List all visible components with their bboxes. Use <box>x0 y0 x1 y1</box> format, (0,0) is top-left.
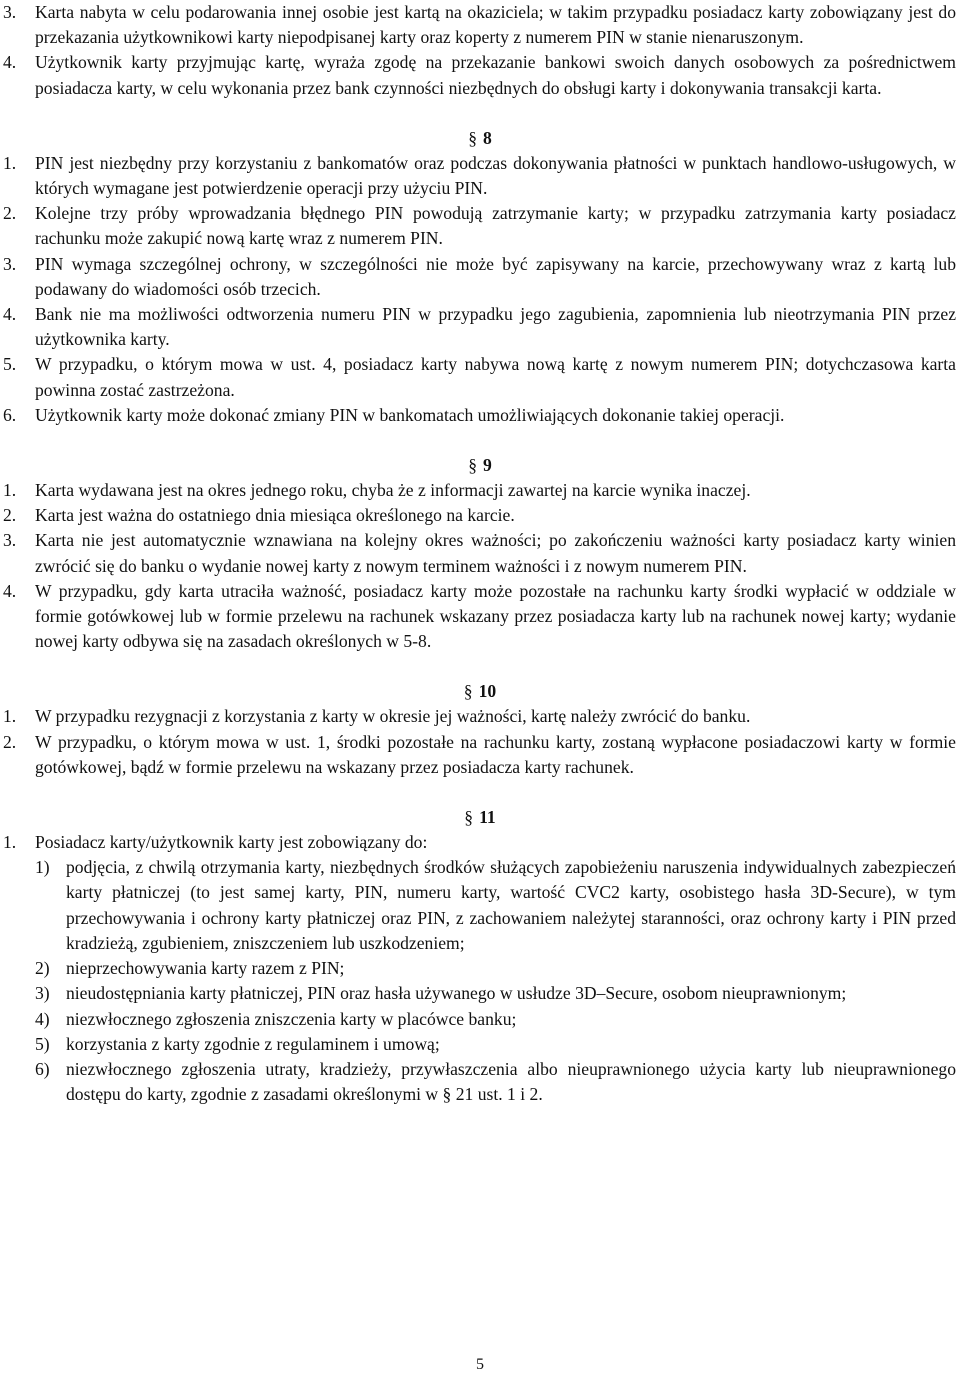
section-symbol: § <box>463 681 473 702</box>
section-number: 8 <box>483 127 492 148</box>
item-text: PIN jest niezbędny przy korzystaniu z bankomatów oraz podczas dokonywania płatności w punktach handlowo-usługowych, w których wymagane jest potwierdzenie operacji przy użyciu PIN. <box>35 152 956 199</box>
item-number: 1) <box>35 857 50 878</box>
paragraph <box>0 302 960 352</box>
section-symbol: § <box>464 807 474 828</box>
item-number: 5. <box>3 354 17 375</box>
paragraph <box>0 579 960 655</box>
section-number: 11 <box>479 807 496 828</box>
item-text: W przypadku, gdy karta utraciła ważność, posiadacz karty może pozostałe na rachunku karty środki wypłacić w oddziale w formie gotówkowej lub w formie przelewu na rachunek wskazany przez posiadacza karty lub na rachunek nowej karty; wydanie nowej karty odbywa się na zasadach określonych w 5-8. <box>35 580 956 652</box>
item-number: 3. <box>3 2 17 22</box>
item-text: nieudostępniania karty płatniczej, PIN oraz hasła używanego w usłudze 3D–Secure, osobom nieuprawnionym; <box>66 983 847 1004</box>
item-text: Karta wydawana jest na okres jednego roku, chyba że z informacji zawartej na karcie wynika inaczej. <box>35 480 751 501</box>
item-text: nieprzechowywania karty razem z PIN; <box>66 958 345 979</box>
list-item <box>0 1057 960 1107</box>
item-number: 4. <box>3 580 17 601</box>
item-text: Użytkownik karty może dokonać zmiany PIN w bankomatach umożliwiających dokonanie takiej operacji. <box>35 404 785 425</box>
item-text: Karta nabyta w celu podarowania innej osobie jest kartą na okaziciela; w takim przypadku posiadacz karty zobowiązany jest do przekazania użytkownikowi karty niepodpisanej karty oraz koperty z numerem PIN w stanie nienaruszonym. <box>35 2 956 48</box>
item-text: niezwłocznego zgłoszenia zniszczenia karty w placówce banku; <box>66 1008 517 1029</box>
item-text: Karta jest ważna do ostatniego dnia miesiąca określonego na karcie. <box>35 505 515 526</box>
item-number: 1. <box>3 152 17 173</box>
spacer <box>0 654 960 679</box>
item-text: korzystania z karty zgodnie z regulaminem i umową; <box>66 1033 440 1054</box>
item-number: 4. <box>3 304 17 325</box>
item-number: 6) <box>35 1058 50 1079</box>
paragraph <box>0 0 960 50</box>
item-number: 1. <box>3 480 17 501</box>
list-item <box>0 956 960 981</box>
paragraph <box>0 252 960 302</box>
paragraph <box>0 528 960 578</box>
item-number: 2. <box>3 203 17 224</box>
section-heading <box>0 453 960 478</box>
paragraph <box>0 403 960 428</box>
item-text: Karta nie jest automatycznie wznawiana na kolejny okres ważności; po zakończeniu ważności karty posiadacz karty winien zwrócić się do banku o wydanie nowej karty z nowym terminem ważności i z nowym numerem PIN. <box>35 530 956 576</box>
item-number: 3. <box>3 530 17 551</box>
spacer <box>0 101 960 126</box>
list-item <box>0 981 960 1006</box>
item-number: 3. <box>3 253 17 274</box>
section-symbol: § <box>468 455 477 476</box>
spacer <box>0 428 960 453</box>
item-text: Posiadacz karty/użytkownik karty jest zobowiązany do: <box>35 832 428 853</box>
list-item <box>0 855 960 956</box>
page-number: 5 <box>476 1356 484 1373</box>
paragraph <box>0 730 960 780</box>
paragraph <box>0 704 960 729</box>
section-symbol: § <box>468 127 477 148</box>
item-number: 4) <box>35 1008 50 1029</box>
spacer <box>0 780 960 805</box>
item-text: PIN wymaga szczególnej ochrony, w szczególności nie może być zapisywany na karcie, przechowywany wraz z kartą lub podawany do wiadomości osób trzecich. <box>35 253 956 299</box>
paragraph <box>0 151 960 201</box>
item-number: 3) <box>35 983 50 1004</box>
section-heading <box>0 805 960 830</box>
paragraph <box>0 503 960 528</box>
list-item <box>0 1007 960 1032</box>
item-number: 1. <box>3 832 17 853</box>
item-text: Kolejne trzy próby wprowadzania błędnego PIN powodują zatrzymanie karty; w przypadku zatrzymania karty posiadacz rachunku może zakupić nową kartę wraz z numerem PIN. <box>35 203 956 249</box>
section-number: 9 <box>483 455 492 476</box>
paragraph <box>0 50 960 100</box>
item-text: W przypadku, o którym mowa w ust. 1, środki pozostałe na rachunku karty, zostaną wypłacone posiadaczowi karty w formie gotówkowej, bądź w formie przelewu na wskazany przez posiadacza karty rachunek. <box>35 731 956 777</box>
item-number: 5) <box>35 1033 50 1054</box>
paragraph <box>0 201 960 251</box>
item-number: 6. <box>3 404 17 425</box>
section-heading <box>0 679 960 704</box>
item-text: Bank nie ma możliwości odtworzenia numeru PIN w przypadku jego zagubienia, zapomnienia lub nieotrzymania PIN przez użytkownika karty. <box>35 304 956 350</box>
item-number: 1. <box>3 706 17 727</box>
item-number: 2) <box>35 958 50 979</box>
item-number: 2. <box>3 505 17 526</box>
paragraph <box>0 478 960 503</box>
item-number: 4. <box>3 52 17 73</box>
list-item <box>0 1032 960 1057</box>
item-text: Użytkownik karty przyjmując kartę, wyraża zgodę na przekazanie bankowi swoich danych osobowych za pośrednictwem posiadacza karty, w celu wykonania przez bank czynności niezbędnych do obsługi karty i dokonywania transakcji karta. <box>35 52 956 98</box>
item-text: niezwłocznego zgłoszenia utraty, kradzieży, przywłaszczenia albo nieuprawnionego użycia karty lub nieuprawnionego dostępu do karty, zgodnie z zasadami określonymi w § 21 ust. 1 i 2. <box>66 1058 956 1105</box>
section-number: 10 <box>478 681 497 702</box>
section-heading <box>0 126 960 151</box>
item-text: podjęcia, z chwilą otrzymania karty, niezbędnych środków służących zapobieżeniu naruszenia indywidualnych zabezpieczeń karty płatniczej (to jest samej karty, PIN, numeru karty, wartość CVC2 karty, osobistego hasła 3D-Secure), w tym przechowywania i ochrony karty płatniczej oraz PIN, z zachowaniem należytej staranności, oraz ochrony karty i PIN przed kradzieżą, zgubieniem, zniszczeniem lub uszkodzeniem; <box>66 857 956 953</box>
item-number: 2. <box>3 731 17 752</box>
paragraph <box>0 352 960 402</box>
paragraph <box>0 830 960 855</box>
item-text: W przypadku rezygnacji z korzystania z karty w okresie jej ważności, kartę należy zwrócić do banku. <box>35 706 751 727</box>
item-text: W przypadku, o którym mowa w ust. 4, posiadacz karty nabywa nową kartę z nowym numerem PIN; dotychczasowa karta powinna zostać zastrzeżona. <box>35 354 956 400</box>
